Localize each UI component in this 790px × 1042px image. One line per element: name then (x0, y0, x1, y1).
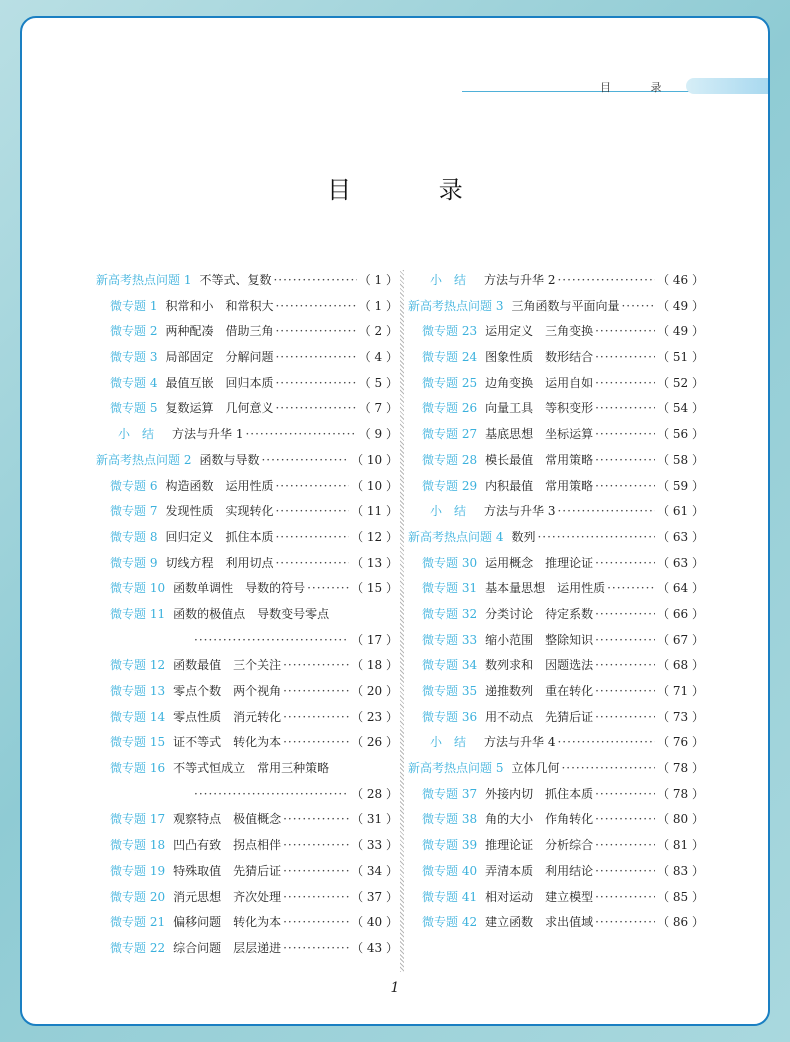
toc-entry-page: （ 26 ） (351, 735, 398, 750)
toc-entry[interactable] (96, 679, 398, 705)
toc-entry-page: （ 23 ） (351, 709, 398, 724)
toc-entry-label: 新高考热点问题 2 (96, 452, 192, 467)
toc-entry-label: 微专题 40 (422, 863, 478, 878)
toc-entry-title: 立体几何 (511, 761, 560, 776)
toc-entry-page: （ 49 ） (657, 324, 704, 339)
toc-entry-title: 推理论证 分析综合 (485, 838, 594, 853)
toc-entry-title: 模长最值 常用策略 (485, 452, 594, 467)
toc-entry-page: （ 1 ） (358, 298, 398, 313)
toc-entry-page: （ 12 ） (351, 529, 398, 544)
toc-entry[interactable] (408, 859, 704, 885)
toc-entry-label: 微专题 17 (110, 812, 166, 827)
toc-entry-page: （ 59 ） (657, 478, 704, 493)
leader-dots (283, 936, 349, 962)
leader-dots (595, 551, 655, 577)
toc-entry-page: （ 66 ） (657, 606, 704, 621)
toc-entry-label: 微专题 25 (422, 375, 478, 390)
toc-entry[interactable] (96, 936, 398, 962)
toc-entry[interactable] (96, 268, 398, 294)
toc-entry[interactable] (96, 396, 398, 422)
leader-dots (283, 885, 349, 911)
leader-dots (595, 653, 655, 679)
leader-dots (261, 448, 349, 474)
toc-entry-page: （ 68 ） (657, 658, 704, 673)
leader-dots (194, 782, 349, 808)
toc-entry-page: （ 52 ） (657, 375, 704, 390)
toc-entry-label: 微专题 31 (422, 581, 478, 596)
toc-entry-page: （ 37 ） (351, 889, 398, 904)
page-number: 1 (390, 980, 400, 996)
toc-entry-label: 微专题 1 (110, 298, 158, 313)
toc-entry-label: 微专题 24 (422, 350, 478, 365)
document-page (20, 16, 770, 1026)
leader-dots (595, 345, 655, 371)
toc-entry[interactable] (96, 807, 398, 833)
toc-entry-label: 微专题 7 (110, 504, 158, 519)
toc-entry-page: （ 67 ） (657, 632, 704, 647)
toc-entry[interactable] (408, 499, 704, 525)
toc-entry[interactable] (408, 782, 704, 808)
toc-entry[interactable] (408, 294, 704, 320)
toc-entry[interactable] (408, 833, 704, 859)
toc-entry-page: （ 64 ） (657, 581, 704, 596)
toc-entry-label: 微专题 32 (422, 606, 478, 621)
toc-entry-page: （ 28 ） (351, 786, 398, 801)
leader-dots (595, 782, 655, 808)
toc-entry-page: （ 20 ） (351, 684, 398, 698)
leader-dots (275, 499, 349, 525)
toc-entry-title: 内积最值 常用策略 (485, 478, 594, 493)
toc-entry[interactable] (408, 371, 704, 397)
leader-dots (595, 396, 655, 422)
leader-dots (275, 319, 356, 345)
leader-dots (595, 371, 655, 397)
leader-dots (283, 859, 349, 885)
toc-entry-label: 微专题 28 (422, 452, 478, 467)
toc-entry[interactable] (408, 576, 704, 602)
toc-entry-title: 基本量思想 运用性质 (485, 581, 606, 596)
toc-entry-page: （ 33 ） (351, 838, 398, 853)
leader-dots (283, 833, 349, 859)
toc-entry-title: 基底思想 坐标运算 (485, 427, 594, 442)
toc-entry-label: 微专题 42 (422, 915, 478, 930)
leader-dots (283, 705, 349, 731)
toc-entry[interactable] (408, 679, 704, 705)
leader-dots (283, 679, 349, 705)
leader-dots (275, 396, 356, 422)
toc-entry[interactable] (408, 705, 704, 731)
toc-entry-page: （ 81 ） (657, 838, 704, 853)
toc-entry-label: 微专题 16 (110, 761, 166, 776)
leader-dots (595, 679, 655, 705)
toc-entry-label: 微专题 18 (110, 838, 166, 853)
toc-entry[interactable] (96, 499, 398, 525)
toc-entry-page: （ 73 ） (657, 709, 704, 724)
toc-entry-page: （ 4 ） (358, 350, 398, 365)
toc-entry[interactable] (96, 319, 398, 345)
toc-entry-label: 微专题 3 (110, 350, 158, 365)
toc-entry-label: 微专题 4 (110, 375, 158, 390)
leader-dots (595, 807, 655, 833)
toc-entry-title: 用不动点 先猜后证 (485, 709, 594, 724)
toc-entry[interactable] (96, 474, 398, 500)
toc-entry-title: 构造函数 运用性质 (165, 478, 274, 493)
toc-entry-title: 运用定义 三角变换 (485, 324, 594, 339)
toc-entry-label: 微专题 34 (422, 658, 478, 673)
toc-entry-title: 建立函数 求出值域 (485, 915, 594, 930)
page-title: 目 录 (327, 176, 503, 204)
toc-entry[interactable] (96, 551, 398, 577)
toc-entry-title: 最值互嵌 回归本质 (165, 375, 274, 390)
toc-entry-page: （ 61 ） (657, 504, 704, 519)
toc-entry-title: 不等式、复数 (199, 273, 272, 287)
toc-entry[interactable] (408, 474, 704, 500)
leader-dots (557, 499, 655, 525)
toc-entry[interactable] (96, 294, 398, 320)
toc-entry-label: 微专题 10 (110, 581, 166, 596)
leader-dots (537, 525, 655, 551)
toc-entry[interactable] (408, 756, 704, 782)
toc-entry-label: 微专题 41 (422, 889, 478, 904)
toc-entry-label: 新高考热点问题 5 (408, 761, 504, 776)
toc-entry-page: （ 54 ） (657, 401, 704, 416)
toc-entry-page: （ 56 ） (657, 427, 704, 442)
leader-dots (561, 756, 655, 782)
toc-entry-title: 两种配凑 借助三角 (165, 324, 274, 339)
toc-entry[interactable] (408, 730, 704, 756)
toc-entry-title: 外接内切 抓住本质 (485, 786, 594, 801)
toc-entry-page: （ 17 ） (351, 632, 398, 647)
leader-dots (283, 807, 349, 833)
toc-entry-title: 图象性质 数形结合 (485, 350, 594, 365)
toc-entry-title: 回归定义 抓住本质 (165, 529, 274, 544)
toc-right-column (408, 268, 704, 936)
leader-dots (595, 910, 655, 936)
toc-entry-title: 切线方程 利用切点 (165, 555, 274, 570)
toc-entry-title: 观察特点 极值概念 (173, 812, 282, 827)
toc-entry-page: （ 80 ） (657, 812, 704, 827)
toc-entry-page: （ 43 ） (351, 940, 398, 955)
toc-entry[interactable] (408, 628, 704, 654)
toc-entry-page: （ 11 ） (351, 504, 398, 519)
leader-dots (557, 268, 655, 294)
toc-entry-page: （ 5 ） (358, 375, 398, 390)
toc-entry-label: 微专题 39 (422, 838, 478, 853)
toc-entry[interactable] (96, 371, 398, 397)
toc-entry-label: 新高考热点问题 3 (408, 298, 504, 313)
toc-entry-label: 小 结 (118, 427, 155, 442)
toc-entry-label: 微专题 13 (110, 684, 166, 698)
toc-entry-label: 微专题 27 (422, 427, 478, 442)
toc-entry-label: 微专题 33 (422, 632, 478, 647)
toc-entry-page: （ 7 ） (358, 401, 398, 416)
toc-left-column (96, 268, 398, 962)
toc-entry[interactable] (96, 910, 398, 936)
leader-dots (557, 730, 655, 756)
toc-entry-label: 微专题 22 (110, 940, 166, 955)
leader-dots (621, 294, 655, 320)
toc-entry-title: 角的大小 作角转化 (485, 812, 594, 827)
leader-dots (595, 448, 655, 474)
toc-entry-label: 微专题 35 (422, 684, 478, 698)
running-header: 目 录 (600, 81, 680, 94)
toc-entry-title: 方法与升华 3 (484, 504, 556, 519)
toc-entry[interactable] (96, 628, 398, 654)
toc-entry[interactable] (96, 422, 398, 448)
leader-dots (595, 422, 655, 448)
toc-entry-title: 函数单调性 导数的符号 (173, 581, 306, 596)
toc-entry-title: 递推数列 重在转化 (485, 684, 594, 698)
toc-entry[interactable] (408, 396, 704, 422)
toc-entry-title: 相对运动 建立模型 (485, 889, 594, 904)
toc-entry-title: 特殊取值 先猜后证 (173, 863, 282, 878)
leader-dots (283, 653, 349, 679)
toc-entry-label: 微专题 8 (110, 529, 158, 544)
toc-entry-label: 微专题 23 (422, 324, 478, 339)
leader-dots (194, 628, 349, 654)
leader-dots (595, 319, 655, 345)
toc-entry-label: 微专题 12 (110, 658, 166, 673)
toc-entry-label: 微专题 20 (110, 889, 166, 904)
toc-entry-page: （ 76 ） (657, 735, 704, 750)
leader-dots (275, 371, 356, 397)
toc-entry-title: 函数的极值点 导数变号零点 (173, 606, 330, 621)
toc-entry-page: （ 2 ） (358, 324, 398, 339)
toc-entry[interactable] (96, 525, 398, 551)
toc-entry-page: （ 85 ） (657, 889, 704, 904)
toc-entry-page: （ 71 ） (657, 684, 704, 698)
leader-dots (595, 885, 655, 911)
toc-entry-page: （ 10 ） (351, 478, 398, 493)
toc-entry-page: （ 10 ） (351, 452, 398, 467)
toc-entry-label: 微专题 9 (110, 555, 158, 570)
toc-entry-page: （ 86 ） (657, 915, 704, 930)
toc-entry-title: 运用概念 推理论证 (485, 555, 594, 570)
toc-entry-title: 局部固定 分解问题 (165, 350, 274, 365)
toc-entry-page: （ 78 ） (657, 761, 704, 776)
toc-entry-title: 零点个数 两个视角 (173, 684, 282, 698)
toc-entry-label: 微专题 38 (422, 812, 478, 827)
toc-entry-label: 微专题 21 (110, 915, 166, 930)
toc-entry-page: （ 31 ） (351, 812, 398, 827)
toc-entry-title: 不等式恒成立 常用三种策略 (173, 761, 330, 776)
toc-entry-label: 微专题 29 (422, 478, 478, 493)
toc-entry[interactable] (96, 345, 398, 371)
toc-entry[interactable] (408, 345, 704, 371)
toc-entry-page: （ 46 ） (657, 273, 704, 287)
toc-entry-title: 偏移问题 转化为本 (173, 915, 282, 930)
toc-entry[interactable] (408, 422, 704, 448)
leader-dots (273, 268, 356, 294)
toc-entry[interactable] (408, 551, 704, 577)
toc-entry-title: 函数与导数 (199, 452, 260, 467)
toc-entry-label: 微专题 19 (110, 863, 166, 878)
header-tab-decoration (686, 78, 770, 94)
toc-entry[interactable] (96, 602, 398, 628)
leader-dots (595, 705, 655, 731)
leader-dots (283, 730, 349, 756)
leader-dots (275, 474, 349, 500)
toc-entry-label: 微专题 6 (110, 478, 158, 493)
leader-dots (595, 602, 655, 628)
leader-dots (275, 551, 349, 577)
toc-entry-page: （ 83 ） (657, 863, 704, 878)
toc-entry-page: （ 34 ） (351, 863, 398, 878)
toc-entry-label: 微专题 26 (422, 401, 478, 416)
leader-dots (595, 628, 655, 654)
toc-entry-page: （ 9 ） (358, 427, 398, 442)
leader-dots (595, 859, 655, 885)
toc-entry[interactable] (96, 859, 398, 885)
leader-dots (245, 422, 356, 448)
toc-entry[interactable] (408, 448, 704, 474)
toc-entry-title: 三角函数与平面向量 (511, 298, 620, 313)
leader-dots (307, 576, 349, 602)
toc-entry-page: （ 40 ） (351, 915, 398, 930)
toc-entry-title: 边角变换 运用自如 (485, 375, 594, 390)
toc-entry[interactable] (96, 653, 398, 679)
toc-entry-title: 方法与升华 1 (172, 427, 244, 442)
toc-entry[interactable] (408, 525, 704, 551)
toc-entry-label: 小 结 (430, 504, 467, 519)
toc-entry[interactable] (408, 268, 704, 294)
toc-entry[interactable] (408, 602, 704, 628)
toc-entry-title: 向量工具 等积变形 (485, 401, 594, 416)
toc-entry-title: 证不等式 转化为本 (173, 735, 282, 750)
toc-entry-page: （ 1 ） (358, 273, 398, 287)
toc-entry-label: 微专题 11 (110, 606, 166, 621)
toc-entry-page: （ 13 ） (351, 555, 398, 570)
toc-entry-label: 微专题 14 (110, 709, 166, 724)
toc-entry-label: 小 结 (430, 273, 467, 287)
toc-entry[interactable] (96, 833, 398, 859)
toc-entry-title: 消元思想 齐次处理 (173, 889, 282, 904)
toc-entry-title: 方法与升华 2 (484, 273, 556, 287)
toc-entry[interactable] (96, 448, 398, 474)
toc-entry-page: （ 78 ） (657, 786, 704, 801)
toc-entry[interactable] (408, 319, 704, 345)
leader-dots (275, 345, 356, 371)
toc-entry[interactable] (408, 653, 704, 679)
toc-entry-title: 零点性质 消元转化 (173, 709, 282, 724)
toc-entry[interactable] (96, 705, 398, 731)
toc-entry[interactable] (408, 910, 704, 936)
toc-entry-page: （ 15 ） (351, 581, 398, 596)
toc-entry-page: （ 58 ） (657, 452, 704, 467)
toc-entry-label: 微专题 37 (422, 786, 478, 801)
toc-entry-title: 综合问题 层层递进 (173, 940, 282, 955)
toc-entry-label: 微专题 15 (110, 735, 166, 750)
toc-entry[interactable] (96, 730, 398, 756)
toc-entry-title: 发现性质 实现转化 (165, 504, 274, 519)
toc-entry-title: 分类讨论 待定系数 (485, 606, 594, 621)
leader-dots (283, 910, 349, 936)
toc-entry-title: 函数最值 三个关注 (173, 658, 282, 673)
column-divider (400, 270, 404, 972)
toc-entry[interactable] (408, 807, 704, 833)
toc-entry-title: 缩小范围 整除知识 (485, 632, 594, 647)
toc-entry-page: （ 18 ） (351, 658, 398, 673)
toc-entry-page: （ 51 ） (657, 350, 704, 365)
toc-entry[interactable] (408, 885, 704, 911)
toc-entry-label: 小 结 (430, 735, 467, 750)
toc-entry-title: 数列 (511, 529, 536, 544)
leader-dots (607, 576, 655, 602)
toc-entry-page: （ 63 ） (657, 529, 704, 544)
toc-entry[interactable] (96, 756, 398, 782)
toc-entry-label: 新高考热点问题 1 (96, 273, 192, 287)
toc-entry-label: 微专题 2 (110, 324, 158, 339)
toc-entry[interactable] (96, 782, 398, 808)
toc-entry-label: 微专题 5 (110, 401, 158, 416)
toc-entry-page: （ 63 ） (657, 555, 704, 570)
toc-entry-title: 数列求和 因题选法 (485, 658, 594, 673)
leader-dots (275, 294, 356, 320)
toc-entry[interactable] (96, 885, 398, 911)
toc-entry[interactable] (96, 576, 398, 602)
toc-entry-page: （ 49 ） (657, 298, 704, 313)
toc-entry-title: 复数运算 几何意义 (165, 401, 274, 416)
toc-entry-label: 微专题 36 (422, 709, 478, 724)
leader-dots (595, 833, 655, 859)
toc-entry-title: 凹凸有致 拐点相伴 (173, 838, 282, 853)
toc-entry-label: 微专题 30 (422, 555, 478, 570)
toc-entry-title: 积常和小 和常积大 (165, 298, 274, 313)
toc-entry-label: 新高考热点问题 4 (408, 529, 504, 544)
toc-entry-title: 弄清本质 利用结论 (485, 863, 594, 878)
leader-dots (275, 525, 349, 551)
leader-dots (595, 474, 655, 500)
toc-entry-title: 方法与升华 4 (484, 735, 556, 750)
